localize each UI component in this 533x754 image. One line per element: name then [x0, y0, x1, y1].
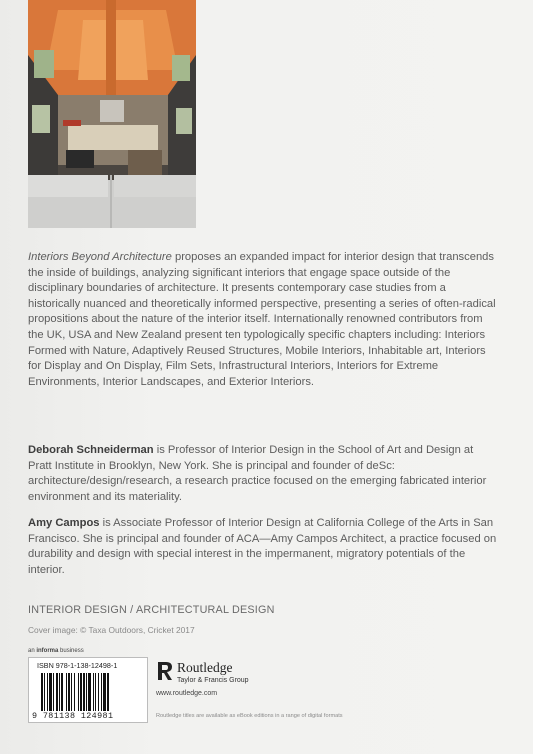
barcode-stripe: [80, 673, 82, 711]
barcode-stripe: [68, 673, 70, 711]
barcode-stripe: [49, 673, 52, 711]
description-text: proposes an expanded impact for interior design that transcends the inside of buildings, analyzing significant interiors that engage space outside of the disciplinary boundaries of architecture. It presents contemporary case studies from a historically nuanced and theoretically informed perspective, presenting a series of often-radical propositions about the nature of the interior itself. Internationally renowned contributors from the UK, USA and New Zealand present ten typologically specific chapters including: Interiors Formed with Nature, Adaptively Reused Structures, Mobile Interiors, Inhabitable art, Interiors for Display and On Display, Film Sets, Infrastructural Interiors, Interiors for Extreme Environments, Interior Landscapes, and Exterior Interiors.: [28, 251, 496, 388]
barcode-digits: 9 781138 124981: [32, 711, 114, 721]
publisher-group: Taylor & Francis Group: [177, 677, 249, 684]
author-bio-1: [28, 443, 498, 505]
author-bio-2: [28, 516, 498, 578]
informa-business-line: [28, 648, 84, 654]
cover-credit: Cover image: © Taxa Outdoors, Cricket 2017: [28, 625, 195, 635]
barcode-stripe: [44, 673, 45, 711]
barcode-stripe: [107, 673, 109, 711]
subject-category: INTERIOR DESIGN / ARCHITECTURAL DESIGN: [28, 604, 275, 616]
publisher-url[interactable]: www.routledge.com: [156, 690, 218, 697]
barcode-icon: [41, 673, 139, 711]
barcode-stripe: [71, 673, 72, 711]
barcode-stripe: [86, 673, 87, 711]
barcode-box: [28, 657, 148, 723]
cover-photo: [28, 0, 196, 228]
barcode-stripe: [66, 673, 67, 711]
ebook-note: Routledge titles are available as eBook editions in a range of digital formats: [156, 713, 343, 719]
isbn-label: ISBN 978-1-138-12498-1: [37, 661, 118, 670]
barcode-stripe: [74, 673, 75, 711]
barcode-stripe: [61, 673, 63, 711]
barcode-stripe: [47, 673, 48, 711]
camper-interior-image: [28, 0, 196, 228]
barcode-stripe: [78, 673, 79, 711]
publisher-name: Routledge: [177, 660, 233, 675]
book-title-italic: Interiors Beyond Architecture: [28, 251, 172, 263]
barcode-stripe: [83, 673, 85, 711]
barcode-stripe: [101, 673, 102, 711]
barcode-stripe: [98, 673, 99, 711]
barcode-stripe: [95, 673, 96, 711]
informa-suffix: business: [58, 648, 84, 654]
author-name-1: Deborah Schneiderman: [28, 444, 154, 456]
description-paragraph: [28, 250, 498, 390]
author-bio-text-2: is Associate Professor of Interior Design at California College of the Arts in San Francisco. She is principal and founder of ACA—Amy Campos Architect, a practice focused on durability and design with special interest in the impermanent, migratory potentials of the interior.: [28, 517, 497, 576]
barcode-stripe: [56, 673, 58, 711]
author-bio-text-1: is Professor of Interior Design in the School of Art and Design at Pratt Institute in Brooklyn, New York. She is principal and founder of deSc: architecture/design/research, a research practice focused on the emerging fabricated interior environment and its materiality.: [28, 444, 487, 503]
informa-brand: informa: [36, 648, 59, 654]
barcode-stripe: [41, 673, 43, 711]
barcode-stripe: [103, 673, 106, 711]
author-name-2: Amy Campos: [28, 517, 100, 529]
barcode-stripe: [93, 673, 94, 711]
informa-prefix: an: [28, 648, 37, 654]
barcode-stripe: [88, 673, 91, 711]
barcode-stripe: [53, 673, 54, 711]
barcode-stripe: [59, 673, 60, 711]
routledge-logo-icon: [156, 660, 174, 682]
